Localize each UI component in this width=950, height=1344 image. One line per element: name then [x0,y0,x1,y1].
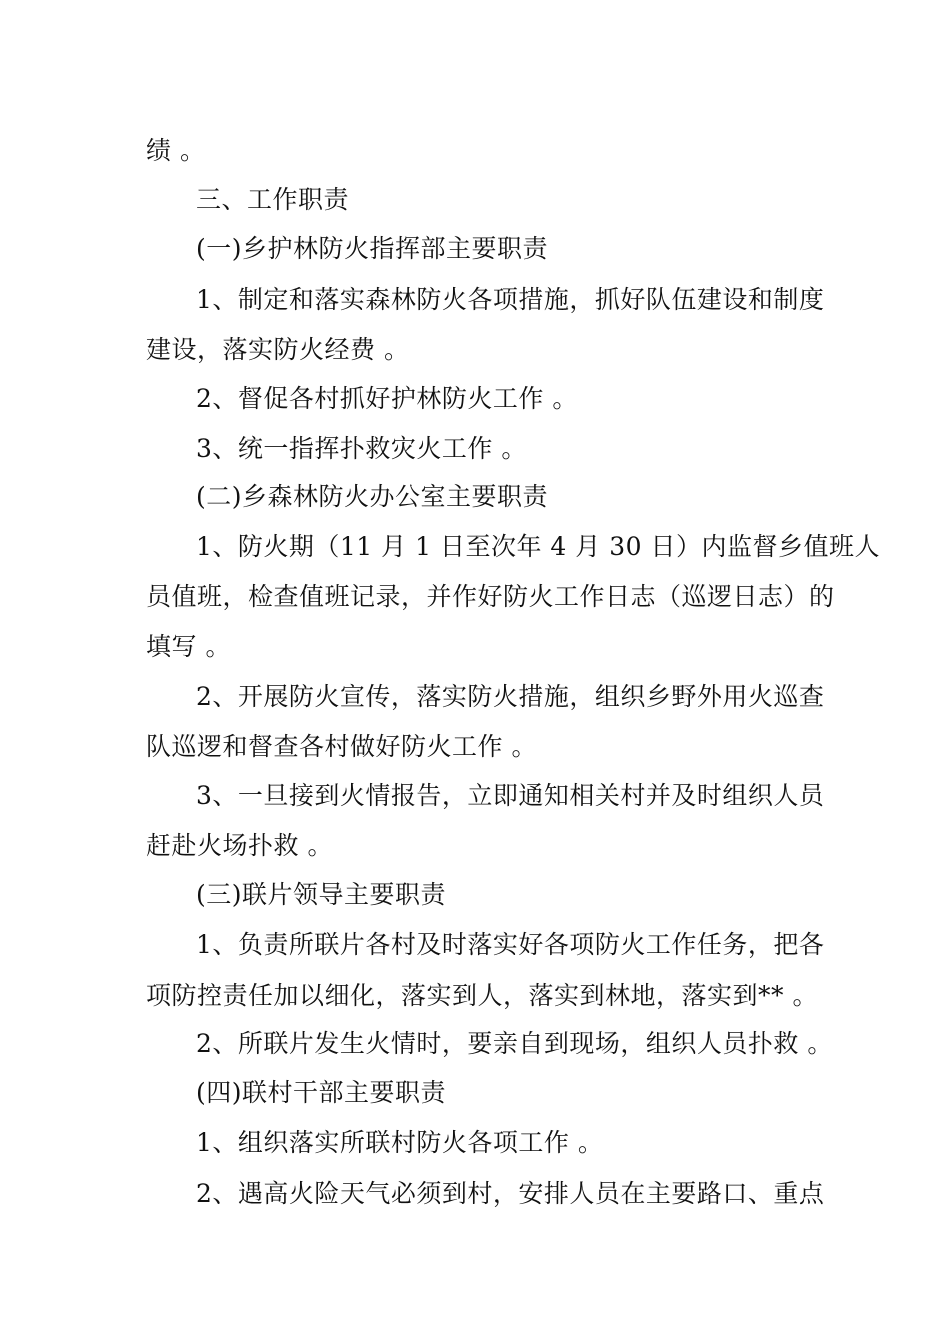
text-line: 2、开展防火宣传，落实防火措施，组织乡野外用火巡查 [196,682,825,711]
text-line: 1、制定和落实森林防火各项措施，抓好队伍建设和制度 [196,285,825,314]
text-line: 填写 。 [146,632,231,661]
text-line: 赶赴火场扑救 。 [146,831,333,860]
text-line: 2、所联片发生火情时，要亲自到现场，组织人员扑救 。 [196,1029,833,1058]
text-line: 2、督促各村抓好护林防火工作 。 [196,384,578,413]
text-line: 3、一旦接到火情报告，立即通知相关村并及时组织人员 [196,781,825,810]
section-heading: 三、工作职责 [196,185,350,214]
text-line: 2、遇高火险天气必须到村，安排人员在主要路口、重点 [196,1179,825,1208]
text-line: 队巡逻和督查各村做好防火工作 。 [146,732,537,761]
text-line: 建设，落实防火经费 。 [146,335,410,364]
text-line: 1、组织落实所联村防火各项工作 。 [196,1128,604,1157]
subsection-heading: (一)乡护林防火指挥部主要职责 [196,234,549,263]
text-line: 项防控责任加以细化，落实到人，落实到林地，落实到** 。 [146,981,818,1010]
text-line: 1、防火期（11 月 1 日至次年 4 月 30 日）内监督乡值班人 [196,532,880,561]
text-line: 员值班，检查值班记录，并作好防火工作日志（巡逻日志）的 [146,582,835,611]
text-line: 绩 。 [146,136,206,165]
text-line: 3、统一指挥扑救灾火工作 。 [196,434,527,463]
subsection-heading: (二)乡森林防火办公室主要职责 [196,482,549,511]
subsection-heading: (四)联村干部主要职责 [196,1078,447,1107]
subsection-heading: (三)联片领导主要职责 [196,880,447,909]
text-line: 1、负责所联片各村及时落实好各项防火工作任务，把各 [196,930,825,959]
